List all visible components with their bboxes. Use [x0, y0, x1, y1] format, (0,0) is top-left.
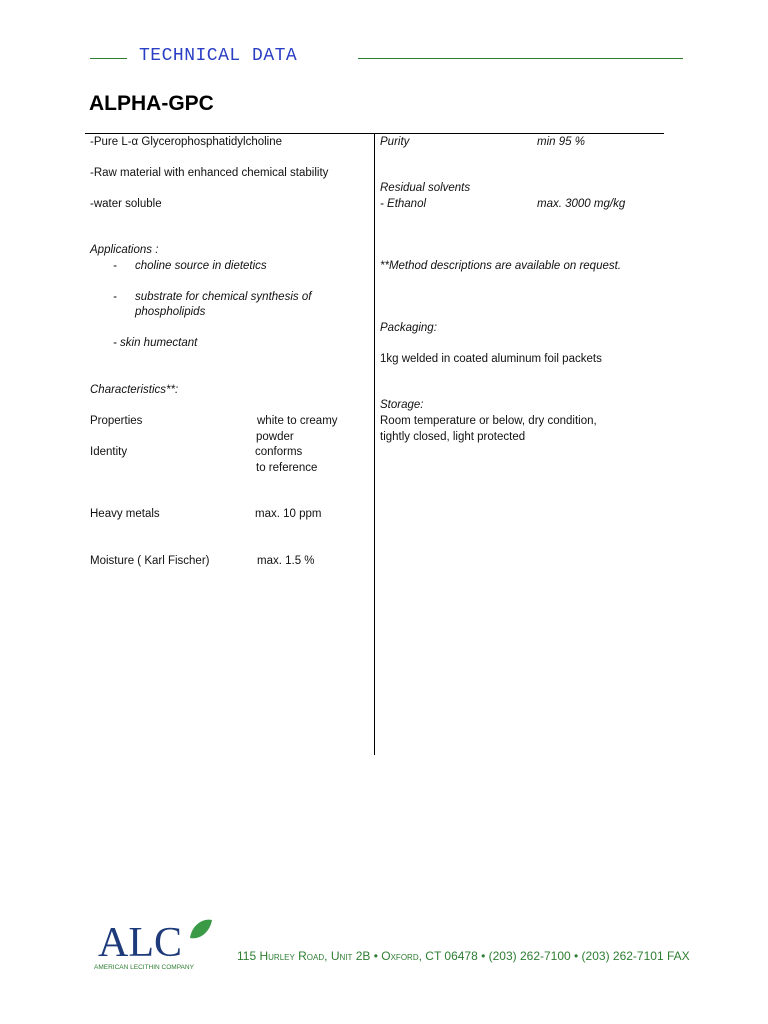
properties-value-line2: powder: [256, 431, 294, 443]
packaging-value: 1kg welded in coated aluminum foil packets: [380, 353, 602, 365]
leaf-icon: [190, 920, 212, 939]
heavy-metals-label: Heavy metals: [90, 508, 160, 520]
address-bullet: •: [370, 949, 382, 963]
packaging-heading: Packaging:: [380, 322, 437, 334]
address-number: 115: [237, 949, 260, 963]
logo-text: ALC: [98, 920, 182, 966]
storage-line-1: Room temperature or below, dry condition,: [380, 415, 597, 427]
identity-value-line2: to reference: [256, 462, 318, 474]
moisture-label: Moisture ( Karl Fischer): [90, 555, 210, 567]
alc-logo: [94, 912, 214, 974]
document-title: ALPHA-GPC: [89, 92, 214, 115]
app-1-dash: -: [113, 260, 117, 272]
characteristics-heading: Characteristics**:: [90, 384, 179, 396]
address-street: Hurley Road, Unit 2B: [259, 949, 371, 963]
app-2-line2: phospholipids: [135, 306, 206, 318]
residual-solvents-heading: Residual solvents: [380, 182, 471, 194]
header-title: TECHNICAL DATA: [139, 46, 298, 66]
properties-value-line1: white to creamy: [257, 415, 338, 427]
applications-heading: Applications :: [90, 244, 159, 256]
purity-value: min 95 %: [537, 136, 585, 148]
feature-1: -Pure L-α Glycerophosphatidylcholine: [90, 136, 283, 148]
app-2-dash: -: [113, 291, 117, 303]
ethanol-label: - Ethanol: [380, 198, 427, 210]
moisture-value: max. 1.5 %: [257, 555, 315, 567]
identity-value-line1: conforms: [255, 446, 303, 458]
method-note: **Method descriptions are available on request.: [380, 260, 622, 272]
address-rest: , CT 06478 • (203) 262-7100 • (203) 262-7101 FAX: [418, 949, 690, 963]
properties-label: Properties: [90, 415, 143, 427]
footer-address: [237, 949, 690, 963]
header-rule-left: [90, 58, 127, 59]
app-2-line1: substrate for chemical synthesis of: [135, 291, 312, 303]
ethanol-value: max. 3000 mg/kg: [537, 198, 626, 210]
purity-label: Purity: [380, 136, 410, 148]
feature-3: -water soluble: [90, 198, 162, 210]
address-city: Oxford: [381, 949, 419, 963]
storage-line-2: tightly closed, light protected: [380, 431, 526, 443]
app-1: choline source in dietetics: [135, 260, 267, 272]
alc-logo-graphic: [94, 912, 214, 974]
column-divider: [374, 133, 375, 755]
app-3: - skin humectant: [113, 337, 198, 349]
feature-2: -Raw material with enhanced chemical stability: [90, 167, 329, 179]
heavy-metals-value: max. 10 ppm: [255, 508, 322, 520]
logo-subtitle: AMERICAN LECITHIN COMPANY: [94, 964, 194, 971]
header-rule-right: [358, 58, 683, 59]
identity-label: Identity: [90, 446, 128, 458]
storage-heading: Storage:: [380, 399, 424, 411]
